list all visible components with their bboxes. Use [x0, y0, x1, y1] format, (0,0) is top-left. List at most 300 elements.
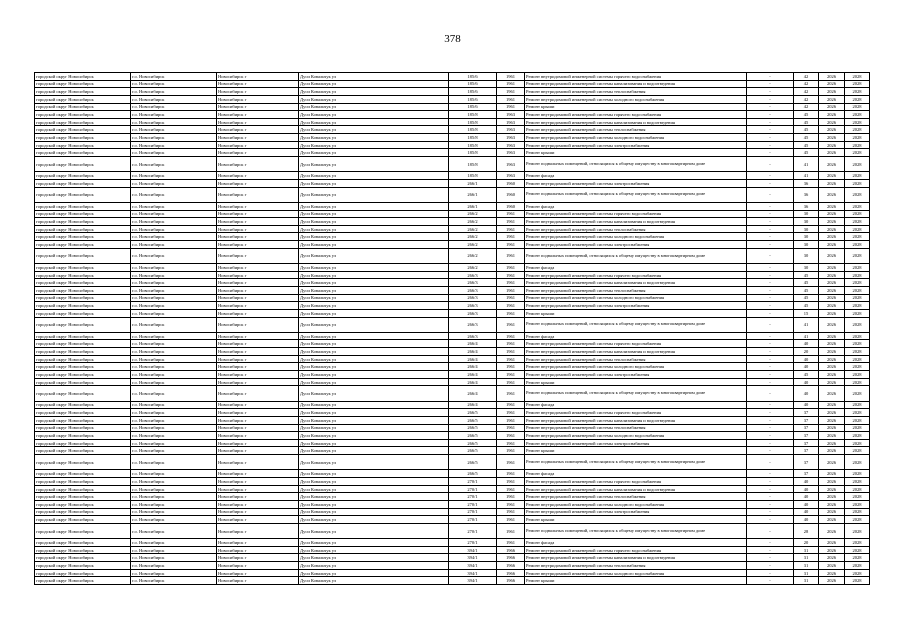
number-cell: 37 — [794, 455, 819, 470]
start-year-cell: 2026 — [819, 386, 845, 401]
district-cell: городской округ Новосибирск — [35, 88, 131, 96]
number-cell: 40 — [794, 401, 819, 409]
start-year-cell: 2026 — [819, 546, 845, 554]
table-row — [35, 577, 870, 585]
end-year-cell: 2028 — [845, 294, 870, 302]
start-year-cell: 2026 — [819, 562, 845, 570]
table-row — [35, 378, 870, 386]
build-year-cell: 1961 — [497, 439, 525, 447]
table-row — [35, 88, 870, 96]
number-cell: 36 — [794, 187, 819, 202]
locality-cell: Новосибирск г — [217, 416, 299, 424]
end-year-cell: 2028 — [845, 447, 870, 455]
municipality-cell: г.о. Новосибирск — [131, 539, 217, 547]
end-year-cell: 2028 — [845, 546, 870, 554]
work-type-cell: Ремонт внутридомовой инженерной системы горячего водоснабжения — [525, 210, 747, 218]
table-row — [35, 523, 870, 538]
locality-cell: Новосибирск г — [217, 271, 299, 279]
dash-cell: - — [747, 386, 794, 401]
table-row — [35, 317, 870, 332]
municipality-cell: г.о. Новосибирск — [131, 118, 217, 126]
district-cell: городской округ Новосибирск — [35, 134, 131, 142]
dash-cell: - — [747, 202, 794, 210]
district-cell: городской округ Новосибирск — [35, 202, 131, 210]
house-number-cell: 266/3 — [449, 332, 497, 340]
start-year-cell: 2026 — [819, 485, 845, 493]
street-cell: Дуси Ковальчук ул — [299, 317, 449, 332]
work-type-cell: Ремонт подвальных помещений, относящихся к общему имуществу в многоквартирном доме — [525, 248, 747, 263]
district-cell: городской округ Новосибирск — [35, 447, 131, 455]
number-cell: 40 — [794, 493, 819, 501]
work-type-cell: Ремонт фасада — [525, 202, 747, 210]
end-year-cell: 2028 — [845, 500, 870, 508]
house-number-cell: 185/8 — [449, 141, 497, 149]
district-cell: городской округ Новосибирск — [35, 218, 131, 226]
build-year-cell: 1961 — [497, 523, 525, 538]
street-cell: Дуси Ковальчук ул — [299, 401, 449, 409]
municipality-cell: г.о. Новосибирск — [131, 202, 217, 210]
work-type-cell: Ремонт внутридомовой инженерной системы горячего водоснабжения — [525, 271, 747, 279]
work-type-cell: Ремонт внутридомовой инженерной системы горячего водоснабжения — [525, 111, 747, 119]
dash-cell: - — [747, 225, 794, 233]
build-year-cell: 1963 — [497, 141, 525, 149]
build-year-cell: 1966 — [497, 562, 525, 570]
start-year-cell: 2026 — [819, 95, 845, 103]
house-number-cell: 266/4 — [449, 348, 497, 356]
municipality-cell: г.о. Новосибирск — [131, 73, 217, 81]
work-type-cell: Ремонт фасада — [525, 470, 747, 478]
end-year-cell: 2028 — [845, 401, 870, 409]
street-cell: Дуси Ковальчук ул — [299, 569, 449, 577]
municipality-cell: г.о. Новосибирск — [131, 271, 217, 279]
end-year-cell: 2028 — [845, 88, 870, 96]
district-cell: городской округ Новосибирск — [35, 439, 131, 447]
district-cell: городской округ Новосибирск — [35, 409, 131, 417]
build-year-cell: 1963 — [497, 134, 525, 142]
work-type-cell: Ремонт внутридомовой инженерной системы холодного водоснабжения — [525, 569, 747, 577]
house-number-cell: 266/2 — [449, 233, 497, 241]
end-year-cell: 2028 — [845, 516, 870, 524]
dash-cell: - — [747, 279, 794, 287]
build-year-cell: 1961 — [497, 478, 525, 486]
build-year-cell: 1961 — [497, 241, 525, 249]
house-number-cell: 266/2 — [449, 210, 497, 218]
house-number-cell: 266/2 — [449, 264, 497, 272]
end-year-cell: 2028 — [845, 302, 870, 310]
locality-cell: Новосибирск г — [217, 508, 299, 516]
end-year-cell: 2028 — [845, 202, 870, 210]
number-cell: 30 — [794, 248, 819, 263]
house-number-cell: 394/1 — [449, 577, 497, 585]
work-type-cell: Ремонт крыши — [525, 103, 747, 111]
table-row — [35, 286, 870, 294]
number-cell: 45 — [794, 294, 819, 302]
number-cell: 42 — [794, 73, 819, 81]
dash-cell: - — [747, 95, 794, 103]
locality-cell: Новосибирск г — [217, 470, 299, 478]
dash-cell: - — [747, 103, 794, 111]
street-cell: Дуси Ковальчук ул — [299, 302, 449, 310]
municipality-cell: г.о. Новосибирск — [131, 577, 217, 585]
district-cell: городской округ Новосибирск — [35, 493, 131, 501]
locality-cell: Новосибирск г — [217, 577, 299, 585]
work-type-cell: Ремонт внутридомовой инженерной системы электроснабжения — [525, 179, 747, 187]
work-type-cell: Ремонт подвальных помещений, относящихся к общему имуществу в многоквартирном доме — [525, 317, 747, 332]
locality-cell: Новосибирск г — [217, 355, 299, 363]
district-cell: городской округ Новосибирск — [35, 416, 131, 424]
page-number: 378 — [444, 33, 461, 45]
number-cell: 40 — [794, 478, 819, 486]
locality-cell: Новосибирск г — [217, 539, 299, 547]
street-cell: Дуси Ковальчук ул — [299, 294, 449, 302]
district-cell: городской округ Новосибирск — [35, 348, 131, 356]
number-cell: 45 — [794, 134, 819, 142]
district-cell: городской округ Новосибирск — [35, 302, 131, 310]
locality-cell: Новосибирск г — [217, 562, 299, 570]
work-type-cell: Ремонт внутридомовой инженерной системы канализования и водоотведения — [525, 416, 747, 424]
work-type-cell: Ремонт внутридомовой инженерной системы теплоснабжения — [525, 88, 747, 96]
start-year-cell: 2026 — [819, 523, 845, 538]
work-type-cell: Ремонт внутридомовой инженерной системы горячего водоснабжения — [525, 546, 747, 554]
number-cell: 42 — [794, 103, 819, 111]
street-cell: Дуси Ковальчук ул — [299, 111, 449, 119]
build-year-cell: 1961 — [497, 279, 525, 287]
build-year-cell: 1961 — [497, 508, 525, 516]
start-year-cell: 2026 — [819, 447, 845, 455]
number-cell: 45 — [794, 371, 819, 379]
locality-cell: Новосибирск г — [217, 478, 299, 486]
start-year-cell: 2026 — [819, 332, 845, 340]
build-year-cell: 1963 — [497, 157, 525, 172]
work-type-cell: Ремонт внутридомовой инженерной системы электроснабжения — [525, 508, 747, 516]
locality-cell: Новосибирск г — [217, 149, 299, 157]
dash-cell: - — [747, 508, 794, 516]
house-number-cell: 266/5 — [449, 432, 497, 440]
municipality-cell: г.о. Новосибирск — [131, 569, 217, 577]
district-cell: городской округ Новосибирск — [35, 95, 131, 103]
street-cell: Дуси Ковальчук ул — [299, 218, 449, 226]
municipality-cell: г.о. Новосибирск — [131, 493, 217, 501]
street-cell: Дуси Ковальчук ул — [299, 271, 449, 279]
locality-cell: Новосибирск г — [217, 73, 299, 81]
end-year-cell: 2028 — [845, 439, 870, 447]
number-cell: 41 — [794, 172, 819, 180]
street-cell: Дуси Ковальчук ул — [299, 371, 449, 379]
end-year-cell: 2028 — [845, 264, 870, 272]
end-year-cell: 2028 — [845, 317, 870, 332]
dash-cell: - — [747, 210, 794, 218]
table-row — [35, 348, 870, 356]
table-row — [35, 118, 870, 126]
house-number-cell: 270/1 — [449, 523, 497, 538]
start-year-cell: 2026 — [819, 241, 845, 249]
house-number-cell: 185/8 — [449, 118, 497, 126]
end-year-cell: 2028 — [845, 470, 870, 478]
house-number-cell: 266/4 — [449, 378, 497, 386]
table-row — [35, 179, 870, 187]
municipality-cell: г.о. Новосибирск — [131, 149, 217, 157]
work-type-cell: Ремонт внутридомовой инженерной системы канализования и водоотведения — [525, 218, 747, 226]
street-cell: Дуси Ковальчук ул — [299, 88, 449, 96]
dash-cell: - — [747, 218, 794, 226]
end-year-cell: 2028 — [845, 149, 870, 157]
end-year-cell: 2028 — [845, 424, 870, 432]
build-year-cell: 1961 — [497, 493, 525, 501]
locality-cell: Новосибирск г — [217, 409, 299, 417]
table-row — [35, 103, 870, 111]
locality-cell: Новосибирск г — [217, 439, 299, 447]
number-cell: 45 — [794, 149, 819, 157]
end-year-cell: 2028 — [845, 455, 870, 470]
district-cell: городской округ Новосибирск — [35, 332, 131, 340]
municipality-cell: г.о. Новосибирск — [131, 409, 217, 417]
municipality-cell: г.о. Новосибирск — [131, 470, 217, 478]
house-number-cell: 266/4 — [449, 340, 497, 348]
build-year-cell: 1960 — [497, 187, 525, 202]
table-row — [35, 264, 870, 272]
table-row — [35, 202, 870, 210]
number-cell: 30 — [794, 225, 819, 233]
table-row — [35, 141, 870, 149]
start-year-cell: 2026 — [819, 126, 845, 134]
work-type-cell: Ремонт внутридомовой инженерной системы электроснабжения — [525, 141, 747, 149]
number-cell: 40 — [794, 500, 819, 508]
table-row — [35, 371, 870, 379]
start-year-cell: 2026 — [819, 478, 845, 486]
number-cell: 20 — [794, 348, 819, 356]
street-cell: Дуси Ковальчук ул — [299, 378, 449, 386]
house-number-cell: 266/3 — [449, 302, 497, 310]
end-year-cell: 2028 — [845, 95, 870, 103]
build-year-cell: 1961 — [497, 271, 525, 279]
municipality-cell: г.о. Новосибирск — [131, 500, 217, 508]
work-type-cell: Ремонт внутридомовой инженерной системы канализования и водоотведения — [525, 118, 747, 126]
house-number-cell: 394/1 — [449, 554, 497, 562]
end-year-cell: 2028 — [845, 562, 870, 570]
house-number-cell: 185/8 — [449, 172, 497, 180]
district-cell: городской округ Новосибирск — [35, 470, 131, 478]
table-row — [35, 386, 870, 401]
number-cell: 45 — [794, 271, 819, 279]
district-cell: городской округ Новосибирск — [35, 500, 131, 508]
street-cell: Дуси Ковальчук ул — [299, 157, 449, 172]
build-year-cell: 1961 — [497, 340, 525, 348]
municipality-cell: г.о. Новосибирск — [131, 157, 217, 172]
table-row — [35, 439, 870, 447]
municipality-cell: г.о. Новосибирск — [131, 279, 217, 287]
house-number-cell: 266/5 — [449, 416, 497, 424]
dash-cell: - — [747, 569, 794, 577]
municipality-cell: г.о. Новосибирск — [131, 309, 217, 317]
work-type-cell: Ремонт фасада — [525, 332, 747, 340]
build-year-cell: 1961 — [497, 539, 525, 547]
number-cell: 37 — [794, 409, 819, 417]
house-number-cell: 266/4 — [449, 371, 497, 379]
municipality-cell: г.о. Новосибирск — [131, 302, 217, 310]
table-row — [35, 455, 870, 470]
locality-cell: Новосибирск г — [217, 302, 299, 310]
build-year-cell: 1961 — [497, 363, 525, 371]
street-cell: Дуси Ковальчук ул — [299, 478, 449, 486]
work-type-cell: Ремонт крыши — [525, 516, 747, 524]
dash-cell: - — [747, 294, 794, 302]
work-type-cell: Ремонт внутридомовой инженерной системы холодного водоснабжения — [525, 363, 747, 371]
dash-cell: - — [747, 447, 794, 455]
locality-cell: Новосибирск г — [217, 447, 299, 455]
dash-cell: - — [747, 577, 794, 585]
district-cell: городской округ Новосибирск — [35, 485, 131, 493]
district-cell: городской округ Новосибирск — [35, 371, 131, 379]
dash-cell: - — [747, 355, 794, 363]
house-number-cell: 266/3 — [449, 317, 497, 332]
district-cell: городской округ Новосибирск — [35, 111, 131, 119]
district-cell: городской округ Новосибирск — [35, 118, 131, 126]
table-row — [35, 149, 870, 157]
start-year-cell: 2026 — [819, 294, 845, 302]
locality-cell: Новосибирск г — [217, 80, 299, 88]
end-year-cell: 2028 — [845, 523, 870, 538]
number-cell: 36 — [794, 179, 819, 187]
municipality-cell: г.о. Новосибирск — [131, 294, 217, 302]
build-year-cell: 1961 — [497, 248, 525, 263]
street-cell: Дуси Ковальчук ул — [299, 225, 449, 233]
build-year-cell: 1961 — [497, 225, 525, 233]
end-year-cell: 2028 — [845, 73, 870, 81]
start-year-cell: 2026 — [819, 470, 845, 478]
work-type-cell: Ремонт фасада — [525, 172, 747, 180]
house-number-cell: 266/5 — [449, 447, 497, 455]
build-year-cell: 1961 — [497, 286, 525, 294]
locality-cell: Новосибирск г — [217, 218, 299, 226]
table-row — [35, 416, 870, 424]
dash-cell: - — [747, 378, 794, 386]
dash-cell: - — [747, 439, 794, 447]
dash-cell: - — [747, 516, 794, 524]
locality-cell: Новосибирск г — [217, 187, 299, 202]
street-cell: Дуси Ковальчук ул — [299, 523, 449, 538]
dash-cell: - — [747, 409, 794, 417]
table-row — [35, 332, 870, 340]
dash-cell: - — [747, 286, 794, 294]
municipality-cell: г.о. Новосибирск — [131, 485, 217, 493]
start-year-cell: 2026 — [819, 516, 845, 524]
street-cell: Дуси Ковальчук ул — [299, 172, 449, 180]
locality-cell: Новосибирск г — [217, 523, 299, 538]
municipality-cell: г.о. Новосибирск — [131, 126, 217, 134]
house-number-cell: 185/6 — [449, 103, 497, 111]
start-year-cell: 2026 — [819, 286, 845, 294]
street-cell: Дуси Ковальчук ул — [299, 141, 449, 149]
end-year-cell: 2028 — [845, 225, 870, 233]
house-number-cell: 266/3 — [449, 271, 497, 279]
number-cell: 30 — [794, 210, 819, 218]
locality-cell: Новосибирск г — [217, 118, 299, 126]
end-year-cell: 2028 — [845, 157, 870, 172]
start-year-cell: 2026 — [819, 493, 845, 501]
dash-cell: - — [747, 401, 794, 409]
work-type-cell: Ремонт внутридомовой инженерной системы теплоснабжения — [525, 424, 747, 432]
municipality-cell: г.о. Новосибирск — [131, 210, 217, 218]
locality-cell: Новосибирск г — [217, 363, 299, 371]
district-cell: городской округ Новосибирск — [35, 294, 131, 302]
municipality-cell: г.о. Новосибирск — [131, 248, 217, 263]
district-cell: городской округ Новосибирск — [35, 401, 131, 409]
district-cell: городской округ Новосибирск — [35, 73, 131, 81]
table-row — [35, 157, 870, 172]
district-cell: городской округ Новосибирск — [35, 187, 131, 202]
dash-cell: - — [747, 348, 794, 356]
number-cell: 30 — [794, 241, 819, 249]
district-cell: городской округ Новосибирск — [35, 317, 131, 332]
district-cell: городской округ Новосибирск — [35, 233, 131, 241]
end-year-cell: 2028 — [845, 111, 870, 119]
start-year-cell: 2026 — [819, 233, 845, 241]
municipality-cell: г.о. Новосибирск — [131, 103, 217, 111]
work-type-cell: Ремонт фасада — [525, 264, 747, 272]
work-type-cell: Ремонт внутридомовой инженерной системы холодного водоснабжения — [525, 500, 747, 508]
number-cell: 37 — [794, 416, 819, 424]
municipality-cell: г.о. Новосибирск — [131, 478, 217, 486]
dash-cell: - — [747, 179, 794, 187]
street-cell: Дуси Ковальчук ул — [299, 539, 449, 547]
start-year-cell: 2026 — [819, 271, 845, 279]
end-year-cell: 2028 — [845, 279, 870, 287]
work-type-cell: Ремонт внутридомовой инженерной системы электроснабжения — [525, 439, 747, 447]
dash-cell: - — [747, 424, 794, 432]
district-cell: городской округ Новосибирск — [35, 546, 131, 554]
house-number-cell: 266/3 — [449, 309, 497, 317]
house-number-cell: 394/1 — [449, 546, 497, 554]
municipality-cell: г.о. Новосибирск — [131, 416, 217, 424]
locality-cell: Новосибирск г — [217, 126, 299, 134]
work-type-cell: Ремонт внутридомовой инженерной системы холодного водоснабжения — [525, 432, 747, 440]
number-cell: 31 — [794, 569, 819, 577]
start-year-cell: 2026 — [819, 103, 845, 111]
work-type-cell: Ремонт внутридомовой инженерной системы канализования и водоотведения — [525, 80, 747, 88]
locality-cell: Новосибирск г — [217, 309, 299, 317]
work-type-cell: Ремонт подвальных помещений, относящихся к общему имуществу в многоквартирном доме — [525, 386, 747, 401]
dash-cell: - — [747, 523, 794, 538]
work-type-cell: Ремонт внутридомовой инженерной системы холодного водоснабжения — [525, 95, 747, 103]
locality-cell: Новосибирск г — [217, 340, 299, 348]
table-row — [35, 134, 870, 142]
table-row — [35, 294, 870, 302]
dash-cell: - — [747, 309, 794, 317]
municipality-cell: г.о. Новосибирск — [131, 432, 217, 440]
house-number-cell: 394/1 — [449, 562, 497, 570]
locality-cell: Новосибирск г — [217, 294, 299, 302]
number-cell: 28 — [794, 523, 819, 538]
table-row — [35, 478, 870, 486]
house-number-cell: 266/4 — [449, 355, 497, 363]
dash-cell: - — [747, 416, 794, 424]
table-row — [35, 210, 870, 218]
work-type-cell: Ремонт внутридомовой инженерной системы электроснабжения — [525, 302, 747, 310]
district-cell: городской округ Новосибирск — [35, 363, 131, 371]
table-row — [35, 172, 870, 180]
municipality-cell: г.о. Новосибирск — [131, 363, 217, 371]
build-year-cell: 1961 — [497, 416, 525, 424]
work-type-cell: Ремонт подвальных помещений, относящихся к общему имуществу в многоквартирном доме — [525, 455, 747, 470]
locality-cell: Новосибирск г — [217, 210, 299, 218]
locality-cell: Новосибирск г — [217, 279, 299, 287]
end-year-cell: 2028 — [845, 103, 870, 111]
dash-cell: - — [747, 134, 794, 142]
locality-cell: Новосибирск г — [217, 172, 299, 180]
number-cell: 40 — [794, 363, 819, 371]
municipality-cell: г.о. Новосибирск — [131, 523, 217, 538]
locality-cell: Новосибирск г — [217, 141, 299, 149]
